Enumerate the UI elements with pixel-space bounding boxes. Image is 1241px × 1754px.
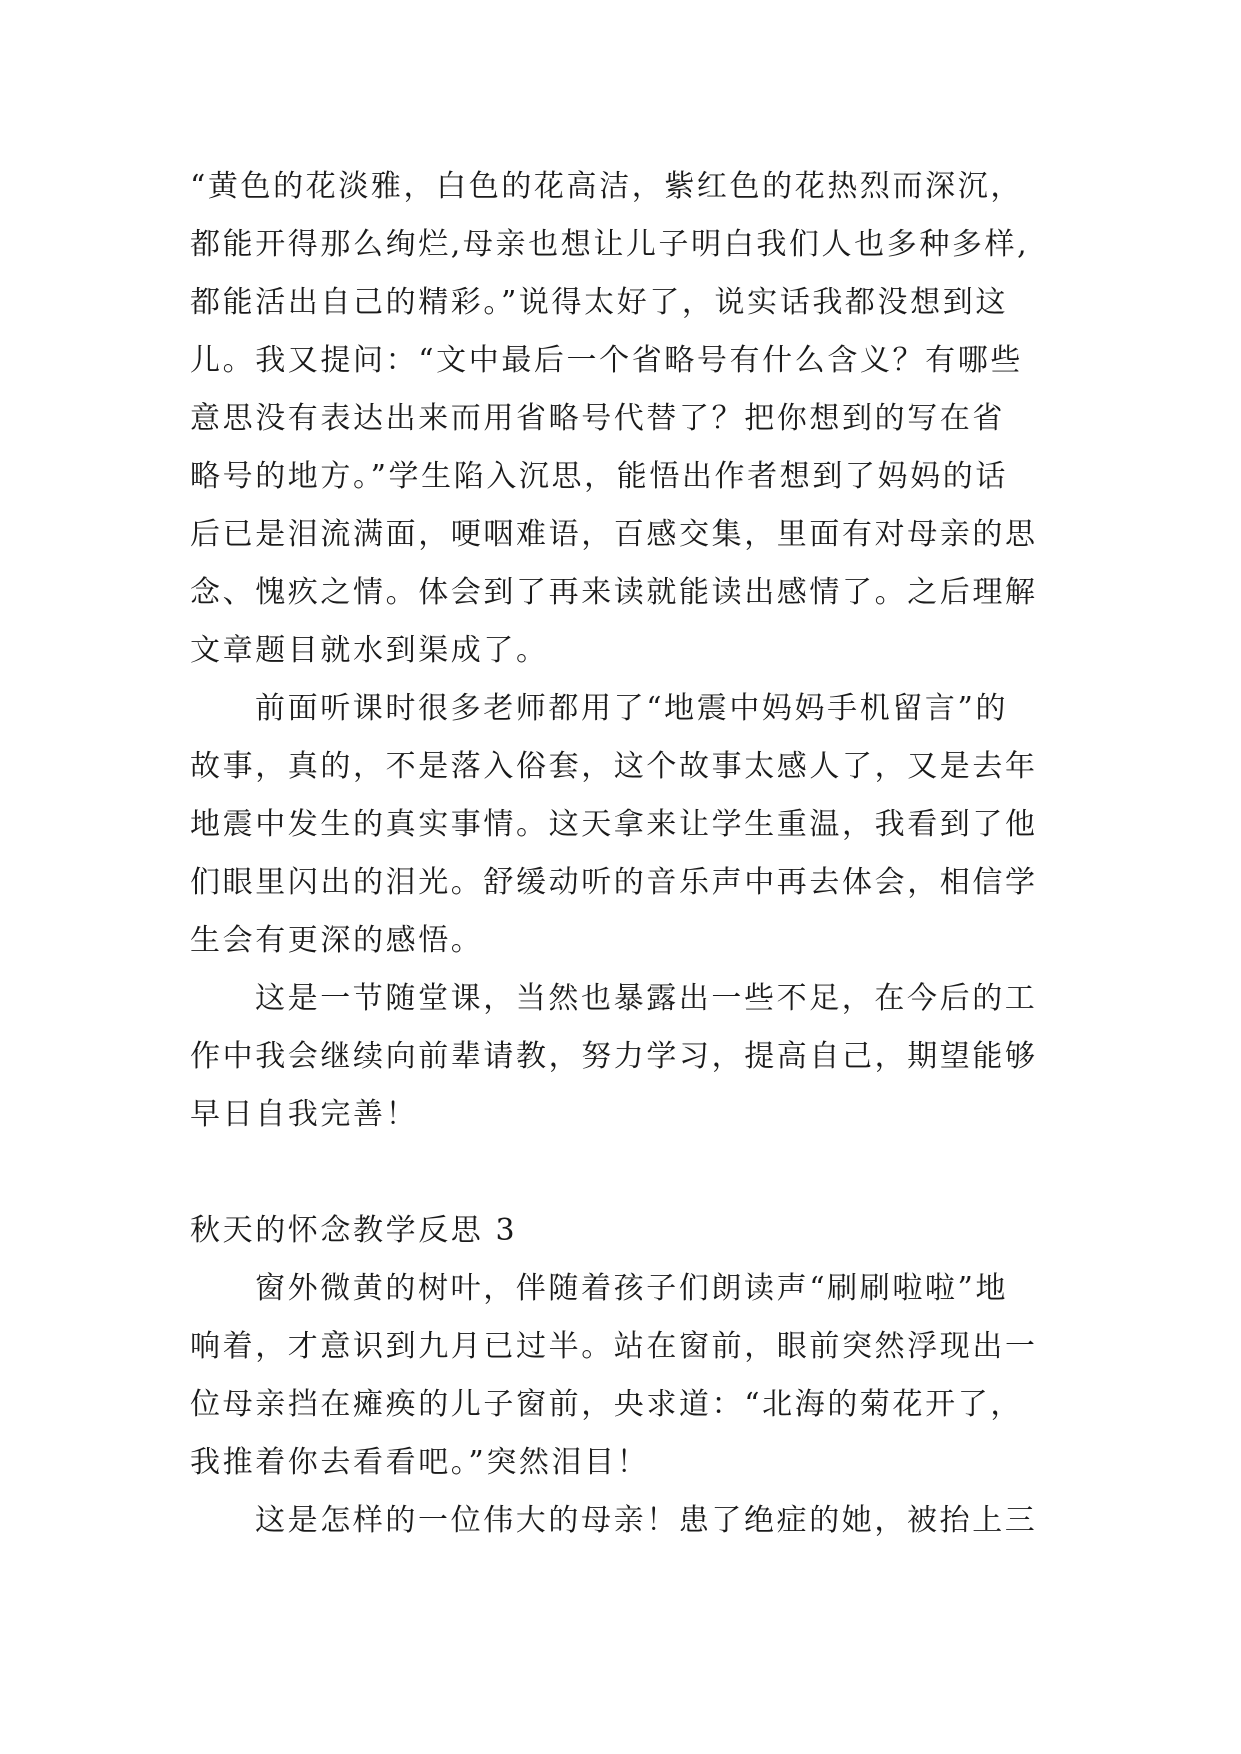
paragraph-line: 文章题目就水到渠成了。 xyxy=(190,633,549,668)
paragraph-line: 们眼里闪出的泪光。舒缓动听的音乐声中再去体会，相信学 xyxy=(190,865,1038,900)
paragraph-line: 窗外微黄的树叶，伴随着孩子们朗读声“刷刷啦啦”地 xyxy=(255,1271,1009,1306)
paragraph-line: 都能活出自己的精彩。”说得太好了，说实话我都没想到这 xyxy=(190,285,1008,320)
paragraph-line: 略号的地方。”学生陷入沉思，能悟出作者想到了妈妈的话 xyxy=(190,459,1008,494)
paragraph-line: 作中我会继续向前辈请教，努力学习，提高自己，期望能够 xyxy=(190,1039,1038,1074)
paragraph-line: 早日自我完善！ xyxy=(190,1097,419,1132)
paragraph-line: 故事，真的，不是落入俗套，这个故事太感人了，又是去年 xyxy=(190,749,1038,784)
paragraph-line: 念、愧疚之情。体会到了再来读就能读出感情了。之后理解 xyxy=(190,575,1038,610)
paragraph-line: 这是怎样的一位伟大的母亲！患了绝症的她，被抬上三 xyxy=(255,1503,1038,1538)
paragraph-line: 这是一节随堂课，当然也暴露出一些不足，在今后的工 xyxy=(255,981,1038,1016)
paragraph-line: 都能开得那么绚烂,母亲也想让儿子明白我们人也多种多样, xyxy=(190,227,1030,262)
paragraph-line: 我推着你去看看吧。”突然泪目！ xyxy=(190,1445,650,1480)
paragraph-line: 前面听课时很多老师都用了“地震中妈妈手机留言”的 xyxy=(255,691,1009,726)
paragraph-line: “黄色的花淡雅，白色的花高洁，紫红色的花热烈而深沉， xyxy=(190,169,1023,204)
paragraph-line: 儿。我又提问：“文中最后一个省略号有什么含义？有哪些 xyxy=(190,343,1023,378)
paragraph-line: 生会有更深的感悟。 xyxy=(190,923,484,958)
paragraph-line: 位母亲挡在瘫痪的儿子窗前，央求道：“北海的菊花开了， xyxy=(190,1387,1023,1422)
paragraph-line: 意思没有表达出来而用省略号代替了？把你想到的写在省 xyxy=(190,401,1005,436)
paragraph-line: 地震中发生的真实事情。这天拿来让学生重温，我看到了他 xyxy=(190,807,1038,842)
paragraph-line: 响着，才意识到九月已过半。站在窗前，眼前突然浮现出一 xyxy=(190,1329,1038,1364)
paragraph-line: 后已是泪流满面，哽咽难语，百感交集，里面有对母亲的思 xyxy=(190,517,1038,552)
section-heading: 秋天的怀念教学反思 3 xyxy=(190,1213,518,1248)
